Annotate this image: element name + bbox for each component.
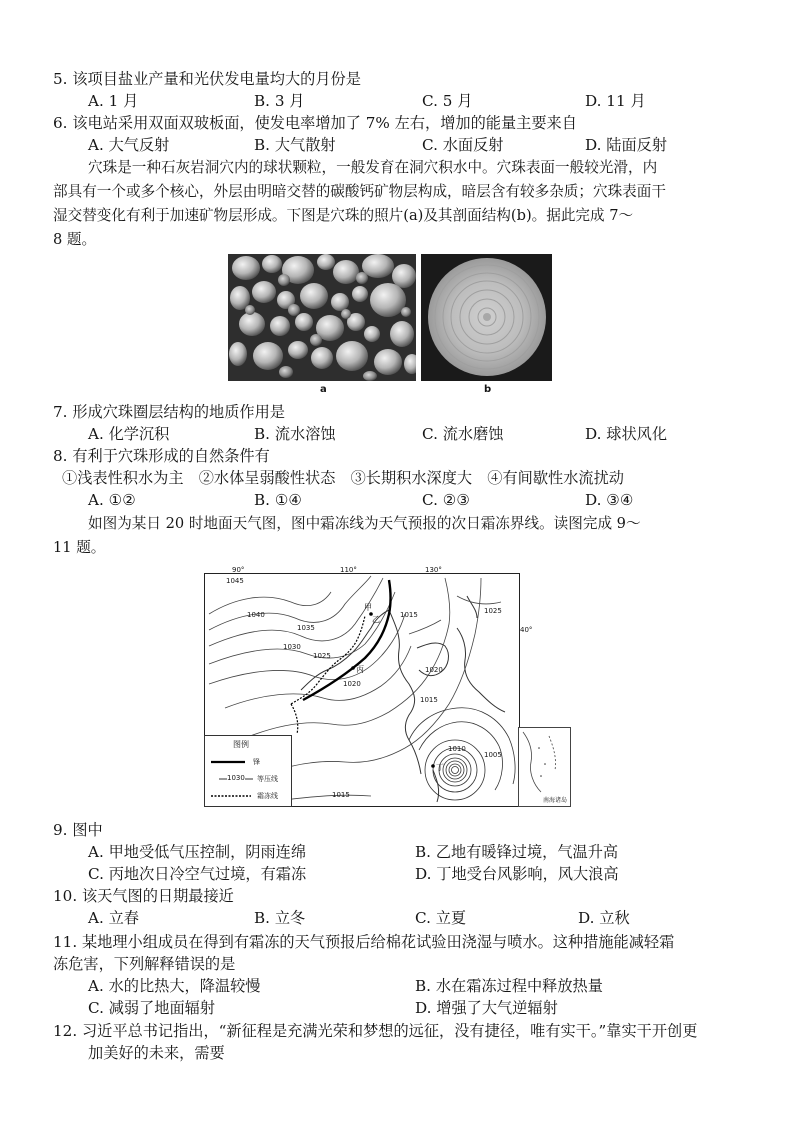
q9-option-b: B. 乙地有暖锋过境，气温升高 [415, 843, 619, 861]
legend-isobar-label: 等压线 [257, 775, 278, 783]
question-7-stem: 7. 形成穴珠圈层结构的地质作用是 [53, 403, 285, 421]
question-12-stem-line-1: 12. 习近平总书记指出，“新征程是充满光荣和梦想的远征，没有捷径，唯有实干。”靠实干开创更 [53, 1022, 698, 1040]
q7-option-d: D. 球状风化 [585, 425, 668, 443]
q6-option-c: C. 水面反射 [422, 136, 504, 154]
passage-1-line-3: 湿交替变化有利于加速矿物层形成。下图是穴珠的照片(a)及其剖面结构(b)。据此完成 7～ [53, 207, 634, 224]
q11-option-d: D. 增强了大气逆辐射 [415, 999, 558, 1017]
place-yi: 乙 [372, 615, 380, 624]
lon-label-130: 130° [425, 566, 442, 574]
q6-option-d: D. 陆面反射 [585, 136, 668, 154]
passage-1-line-1: 穴珠是一种石灰岩洞穴内的球状颗粒，一般发育在洞穴积水中。穴珠表面一般较光滑，内 [88, 159, 658, 176]
isobar-label: 1015 [400, 611, 418, 619]
q8-conditions: ①浅表性积水为主 ②水体呈弱酸性状态 ③长期积水深度大 ④有间歇性水流扰动 [62, 469, 624, 487]
q7-option-b: B. 流水溶蚀 [254, 425, 336, 443]
question-12-stem-line-2: 加美好的未来，需要 [88, 1044, 225, 1062]
q11-option-a: A. 水的比热大，降温较慢 [88, 977, 261, 995]
q11-option-c: C. 减弱了地面辐射 [88, 999, 216, 1017]
south-china-sea-inset [518, 727, 571, 807]
isobar-label: 1025 [313, 652, 331, 660]
q8-option-a: A. ①② [88, 491, 136, 509]
isobar-label: 1015 [332, 791, 350, 799]
legend-isobar-sample: 1030 [227, 774, 245, 782]
lon-label-110: 110° [340, 566, 357, 574]
q9-option-a: A. 甲地受低气压控制，阴雨连绵 [88, 843, 307, 861]
isobar-label: 1015 [420, 696, 438, 704]
isobar-label: 1030 [283, 643, 301, 651]
place-jia: 甲 [364, 603, 372, 612]
q7-option-c: C. 流水磨蚀 [422, 425, 504, 443]
question-6-stem: 6. 该电站采用双面双玻板面，使发电率增加了 7% 左右，增加的能量主要来自 [53, 114, 577, 132]
legend-title: 图例 [233, 740, 249, 749]
photo-b-caption: b [484, 384, 492, 395]
q9-option-c: C. 丙地次日冷空气过境，有霜冻 [88, 865, 307, 883]
passage-1-line-2: 部具有一个或多个核心，外层由明暗交替的碳酸钙矿物层构成，暗层含有较多杂质；穴珠表面干 [53, 183, 666, 200]
place-ding: 丁 [436, 763, 444, 772]
q9-option-d: D. 丁地受台风影响，风大浪高 [415, 865, 619, 883]
passage-1-line-4: 8 题。 [53, 231, 97, 248]
map-legend [204, 735, 292, 807]
q11-option-b: B. 水在霜冻过程中释放热量 [415, 977, 603, 995]
q5-option-a: A. 1 月 [88, 92, 139, 110]
inset-label: 南海诸岛 [542, 797, 567, 804]
q10-option-b: B. 立冬 [254, 909, 306, 927]
question-11-stem-line-1: 11. 某地理小组成员在得到有霜冻的天气预报后给棉花试验田浇湿与喷水。这种措施能减轻霜 [53, 933, 675, 951]
isobar-label: 1010 [448, 745, 466, 753]
q6-option-a: A. 大气反射 [88, 136, 170, 154]
q10-option-d: D. 立秋 [578, 909, 630, 927]
q6-option-b: B. 大气散射 [254, 136, 336, 154]
isobar-label: 1035 [297, 624, 315, 632]
passage-2-line-2: 11 题。 [53, 539, 106, 556]
photo-a-caption: a [320, 384, 327, 395]
q8-option-c: C. ②③ [422, 491, 470, 509]
question-10-stem: 10. 该天气图的日期最接近 [53, 887, 234, 905]
q5-option-b: B. 3 月 [254, 92, 305, 110]
lon-label-90: 90° [232, 566, 245, 574]
q10-option-c: C. 立夏 [415, 909, 467, 927]
legend-front-label: 锋 [253, 758, 260, 766]
question-5-stem: 5. 该项目盐业产量和光伏发电量均大的月份是 [53, 70, 361, 88]
isobar-label: 1020 [425, 666, 443, 674]
isobar-label: 1040 [247, 611, 265, 619]
question-11-stem-line-2: 冻危害，下列解释错误的是 [53, 955, 236, 973]
isobar-label: 1045 [226, 577, 244, 585]
question-9-stem: 9. 图中 [53, 821, 103, 839]
q8-option-d: D. ③④ [585, 491, 634, 509]
question-8-stem: 8. 有利于穴珠形成的自然条件有 [53, 447, 270, 465]
isobar-label: 1005 [484, 751, 502, 759]
legend-frost-label: 霜冻线 [257, 792, 278, 800]
q8-option-b: B. ①④ [254, 491, 303, 509]
cave-pearls-photo [228, 254, 416, 381]
q5-option-c: C. 5 月 [422, 92, 473, 110]
q5-option-d: D. 11 月 [585, 92, 646, 110]
q10-option-a: A. 立春 [88, 909, 139, 927]
cave-pearl-cross-section [421, 254, 552, 381]
passage-2-line-1: 如图为某日 20 时地面天气图，图中霜冻线为天气预报的次日霜冻界线。读图完成 9～ [88, 515, 641, 532]
isobar-label: 1020 [343, 680, 361, 688]
q7-option-a: A. 化学沉积 [88, 425, 170, 443]
isobar-label: 1025 [484, 607, 502, 615]
lat-label-40: 40° [520, 626, 533, 634]
place-bing: 丙 [356, 665, 364, 674]
